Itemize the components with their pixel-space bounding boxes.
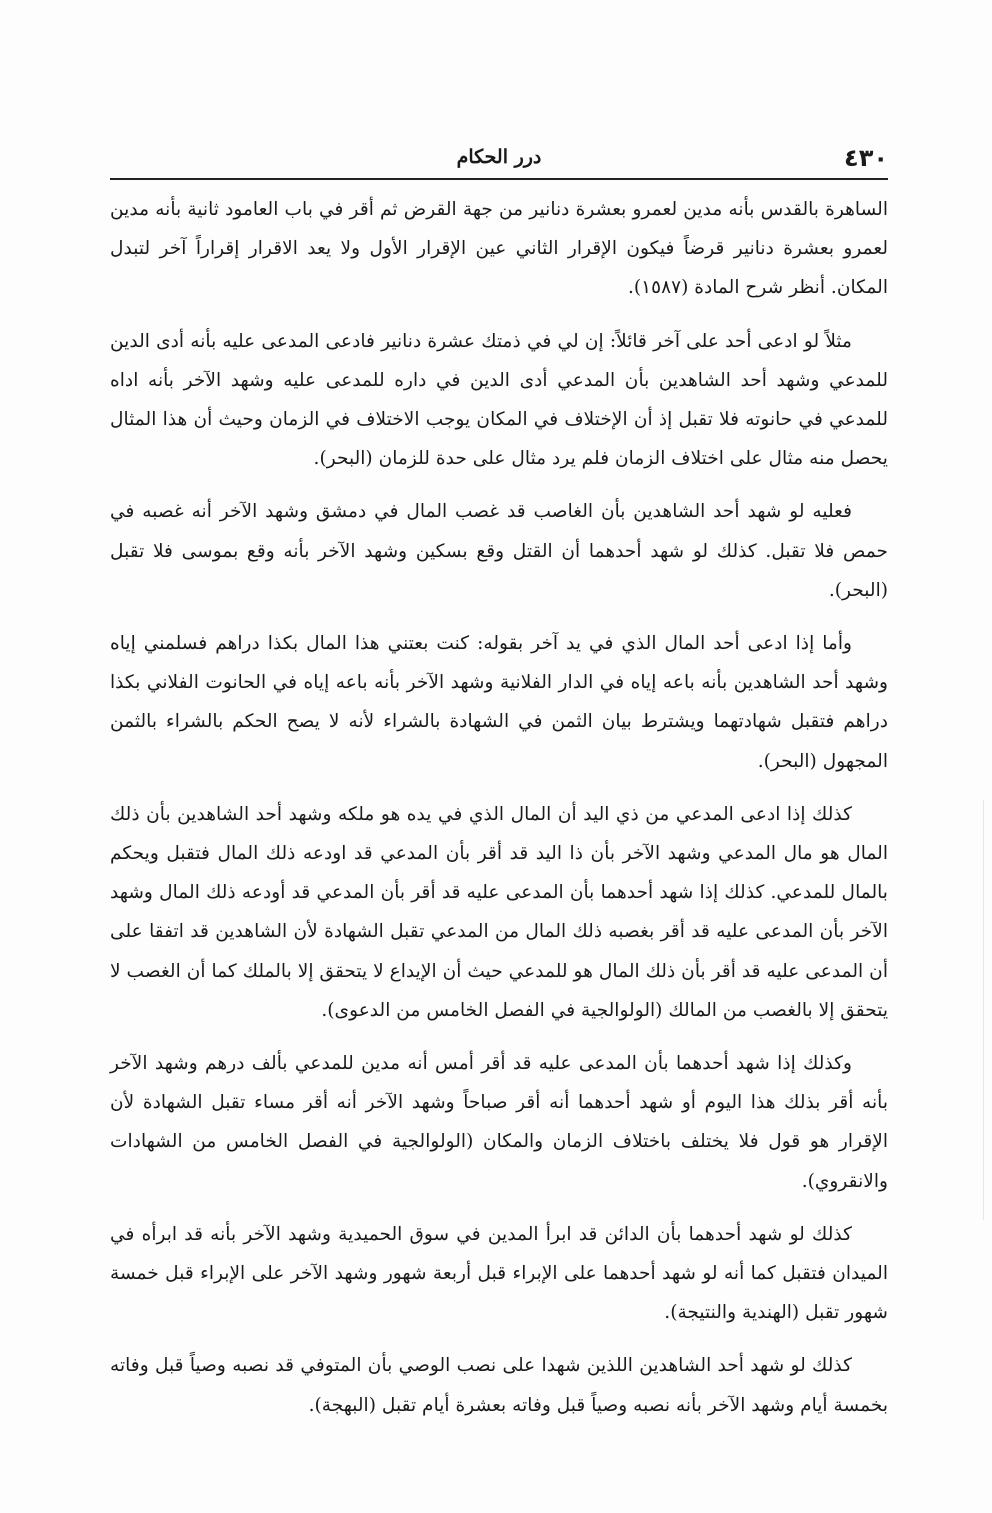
- scan-margin-line: [983, 800, 984, 1220]
- paragraph-8: كذلك لو شهد أحد الشاهدين اللذين شهدا على نصب الوصي بأن المتوفي قد نصبه وصياً قبل وفاته بخمسة أيام وشهد الآخر بأنه نصبه وصياً قبل وفاته بعشرة أيام تقبل (البهجة).: [110, 1355, 888, 1416]
- page-number: ٤٣٠: [844, 144, 888, 172]
- paragraph-3: فعليه لو شهد أحد الشاهدين بأن الغاصب قد غصب المال في دمشق وشهد الآخر أنه غصبه في حمص فلا تقبل. كذلك لو شهد أحدهما أن القتل وقع بسكين وشهد الآخر بأنه وقع بموسى فلا تقبل (البحر).: [110, 501, 888, 601]
- paragraph-1: الساهرة بالقدس بأنه مدين لعمرو بعشرة دنانير من جهة القرض ثم أقر في باب العامود ثانية بأنه مدين لعمرو بعشرة دنانير قرضاً فيكون الإقرار الثاني عين الإقرار الأول ولا يعد الاقرار إقراراً آخر لتبدل المكان. أنظر شرح المادة (١٥٨٧).: [110, 199, 888, 299]
- paragraph-4: وأما إذا ادعى أحد المال الذي في يد آخر بقوله: كنت بعتني هذا المال بكذا دراهم فسلمني إياه وشهد أحد الشاهدين بأنه باعه إياه في الدار الفلانية وشهد الآخر بأنه باعه إياه في الحانوت الفلاني بكذا دراهم فتقبل شهادتهما ويشترط بيان الثمن في الشهادة بالشراء لأنه لا يصح الحكم بالشراء بالثمن المجهول (البحر).: [110, 633, 888, 772]
- paragraph-7: كذلك لو شهد أحدهما بأن الدائن قد ابرأ المدين في سوق الحميدية وشهد الآخر بأنه قد ابرأه في الميدان فتقبل كما أنه لو شهد أحدهما على الإبراء قبل أربعة شهور وشهد الآخر على الإبراء قبل خمسة شهور تقبل (الهندية والنتيجة).: [110, 1223, 888, 1324]
- page-header: [110, 138, 888, 180]
- paragraph-5: كذلك إذا ادعى المدعي من ذي اليد أن المال الذي في يده هو ملكه وشهد أحد الشاهدين بأن ذلك المال هو مال المدعي وشهد الآخر بأن ذا اليد قد أقر بأن المدعي قد اودعه ذلك المال فتقبل ويحكم بالمال للمدعي. كذلك إذا شهد أحدهما بأن المدعى عليه قد أقر بأن المدعي قد أودعه ذلك المال وشهد الآخر بأن المدعى عليه قد أقر بغصبه ذلك المال من المدعي تقبل الشهادة لأن الشاهدين قد اتفقا على أن المدعى عليه قد أقر بأن ذلك المال هو للمدعي حيث أن الإيداع لا يتحقق إلا بالملك كما أن الغصب لا يتحقق إلا بالغصب من المالك (الولوالجية في الفصل الخامس من الدعوى).: [110, 803, 888, 1021]
- paragraph-6: وكذلك إذا شهد أحدهما بأن المدعى عليه قد أقر أمس أنه مدين للمدعي بألف درهم وشهد الآخر بأنه أقر بذلك هذا اليوم أو شهد أحدهما أنه أقر صباحاً وشهد الآخر أنه أقر مساء تقبل الشهادة لأن الإقرار هو قول فلا يختلف باختلاف الزمان والمكان (الولوالجية في الفصل الخامس من الشهادات والانقروي).: [110, 1053, 888, 1192]
- paragraph-2: مثلاً لو ادعى أحد على آخر قائلاً: إن لي في ذمتك عشرة دنانير فادعى المدعى عليه بأنه أدى الدين للمدعي وشهد أحد الشاهدين بأن المدعي أدى الدين في داره للمدعى عليه وشهد الآخر بأنه اداه للمدعي في حانوته فلا تقبل إذ أن الإختلاف في المكان يوجب الاختلاف في الزمان وحيث أن هذا المثال يحصل منه مثال على اختلاف الزمان فلم يرد مثال على حدة للزمان (البحر).: [110, 330, 888, 470]
- running-title: درر الحكام: [456, 146, 542, 168]
- body-text: [110, 190, 888, 1439]
